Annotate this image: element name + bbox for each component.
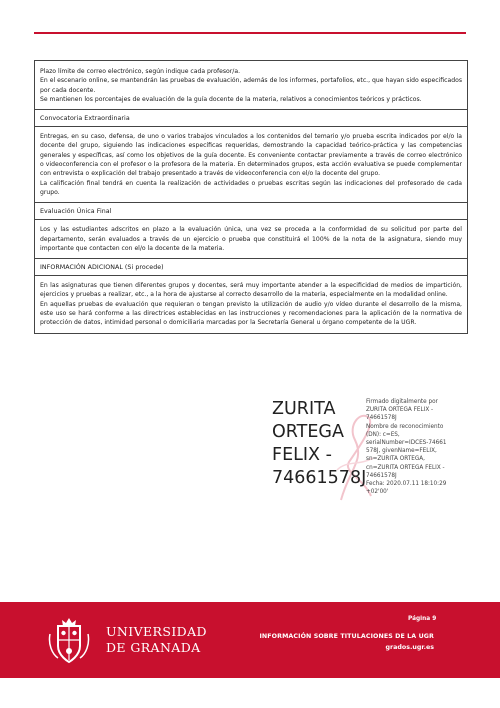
- signature-detail-line: Nombre de reconocimiento: [366, 423, 444, 430]
- grados-link[interactable]: grados.ugr.es: [385, 644, 434, 651]
- info-heading: INFORMACIÓN ADICIONAL (Si procede): [35, 258, 467, 275]
- footer-banner: [0, 602, 500, 678]
- paragraph: La calificación final tendrá en cuenta la realización de actividades o pruebas escritas según las indicaciones del profesorado de cada grupo.: [40, 179, 462, 196]
- evaluation-table: [34, 60, 468, 334]
- university-name: [106, 624, 207, 656]
- signature-detail-line: 74661578J: [366, 415, 397, 422]
- extraordinaria-heading: Convocatoria Extraordinaria: [35, 109, 467, 126]
- paragraph: Entregas, en su caso, defensa, de uno o varios trabajos vinculados a los contenidos del temario y/o prueba escrita indicados por el/o la docente del grupo, siguiendo las indicaciones específicas requeridas, demostrando la capacidad teórico-práctica y las competencias generales y específicas, así como los objetivos de la guía docente. Es conveniente contactar previamente a través de correo electrónico o videoconferencia con el profesor o la profesora de la materia. En determinados grupos, esta acción evaluativa se puede complementar con entrevista o explicación del trabajo presentado a través de videoconferencia con el/o la docente del grupo.: [40, 133, 462, 178]
- signature-detail-line: serialNumber=IDCES-74661: [366, 440, 447, 447]
- unica-heading: Evaluación Única Final: [35, 202, 467, 219]
- signature-detail-line: Fecha: 2020.07.11 18:10:29: [366, 481, 447, 488]
- paragraph: Plazo límite de correo electrónico, según indique cada profesor/a.: [40, 68, 241, 75]
- header-rule: [34, 32, 466, 34]
- signature-detail-line: sn=ZURITA ORTEGA,: [366, 456, 425, 463]
- info-text: [35, 275, 467, 332]
- paragraph: Los y las estudiantes adscritos en plazo a la evaluación única, una vez se proceda a la conformidad de su solicitud por parte del departamento, serán evaluados a través de un ejercicio o prueba que constituirá el 100% de la nota de la asignatura, siendo muy importante que contacten con el/o la docente de la materia.: [40, 226, 462, 252]
- signature-name-line: 74661578J: [272, 468, 367, 488]
- signature-name-line: FELIX -: [272, 445, 332, 465]
- paragraph: En el escenario online, se mantendrán las pruebas de evaluación, además de los informes, portafolios, etc., que hayan sido especificados por cada docente.: [40, 77, 462, 94]
- extraordinaria-text: [35, 126, 467, 202]
- signature-name-line: ZURITA: [272, 399, 336, 419]
- signature-detail-line: ZURITA ORTEGA FELIX -: [366, 407, 434, 414]
- signature-details: [366, 398, 466, 496]
- unica-text: [35, 219, 467, 258]
- signature-detail-line: cn=ZURITA ORTEGA FELIX -: [366, 464, 445, 471]
- signature-detail-line: (DN): c=ES,: [366, 431, 400, 438]
- university-name-line: DE GRANADA: [106, 640, 201, 655]
- signature-detail-line: Firmado digitalmente por: [366, 399, 438, 405]
- titulaciones-title: INFORMACIÓN SOBRE TITULACIONES DE LA UGR: [259, 633, 434, 640]
- university-name-line: UNIVERSIDAD: [106, 624, 207, 639]
- signature-detail-line: +02'00': [366, 489, 389, 496]
- page-number: Página 9: [408, 616, 437, 622]
- paragraph: En aquellas pruebas de evaluación que requieran o tengan previsto la utilización de audio y/o vídeo durante el desarrollo de la misma, este uso se hará conforme a las directrices establecidas en las instrucciones y recomendaciones para la aplicación de la normativa de protección de datos, intimidad personal o domiciliaria marcadas por la Secretaría General u órgano competente de la UGR.: [40, 300, 462, 327]
- signature-detail-line: 74661578J: [366, 472, 397, 479]
- online-evaluation-text: [35, 61, 467, 109]
- paragraph: En las asignaturas que tienen diferentes grupos y docentes, será muy importante atender a la especificidad de medios de impartición, ejercicios y pruebas a realizar, etc., a la hora de ajustarse al correcto desarrollo de la materia, especialmente en la modalidad online.: [40, 282, 462, 299]
- paragraph: Se mantienen los porcentajes de evaluación de la guía docente de la materia, relativos a conocimientos teóricos y prácticos.: [40, 95, 422, 103]
- signature-name: [272, 398, 366, 490]
- signature-name-line: ORTEGA: [272, 422, 344, 442]
- signature-detail-line: 578J, givenName=FELIX,: [366, 448, 437, 455]
- university-crest-icon: [44, 612, 94, 668]
